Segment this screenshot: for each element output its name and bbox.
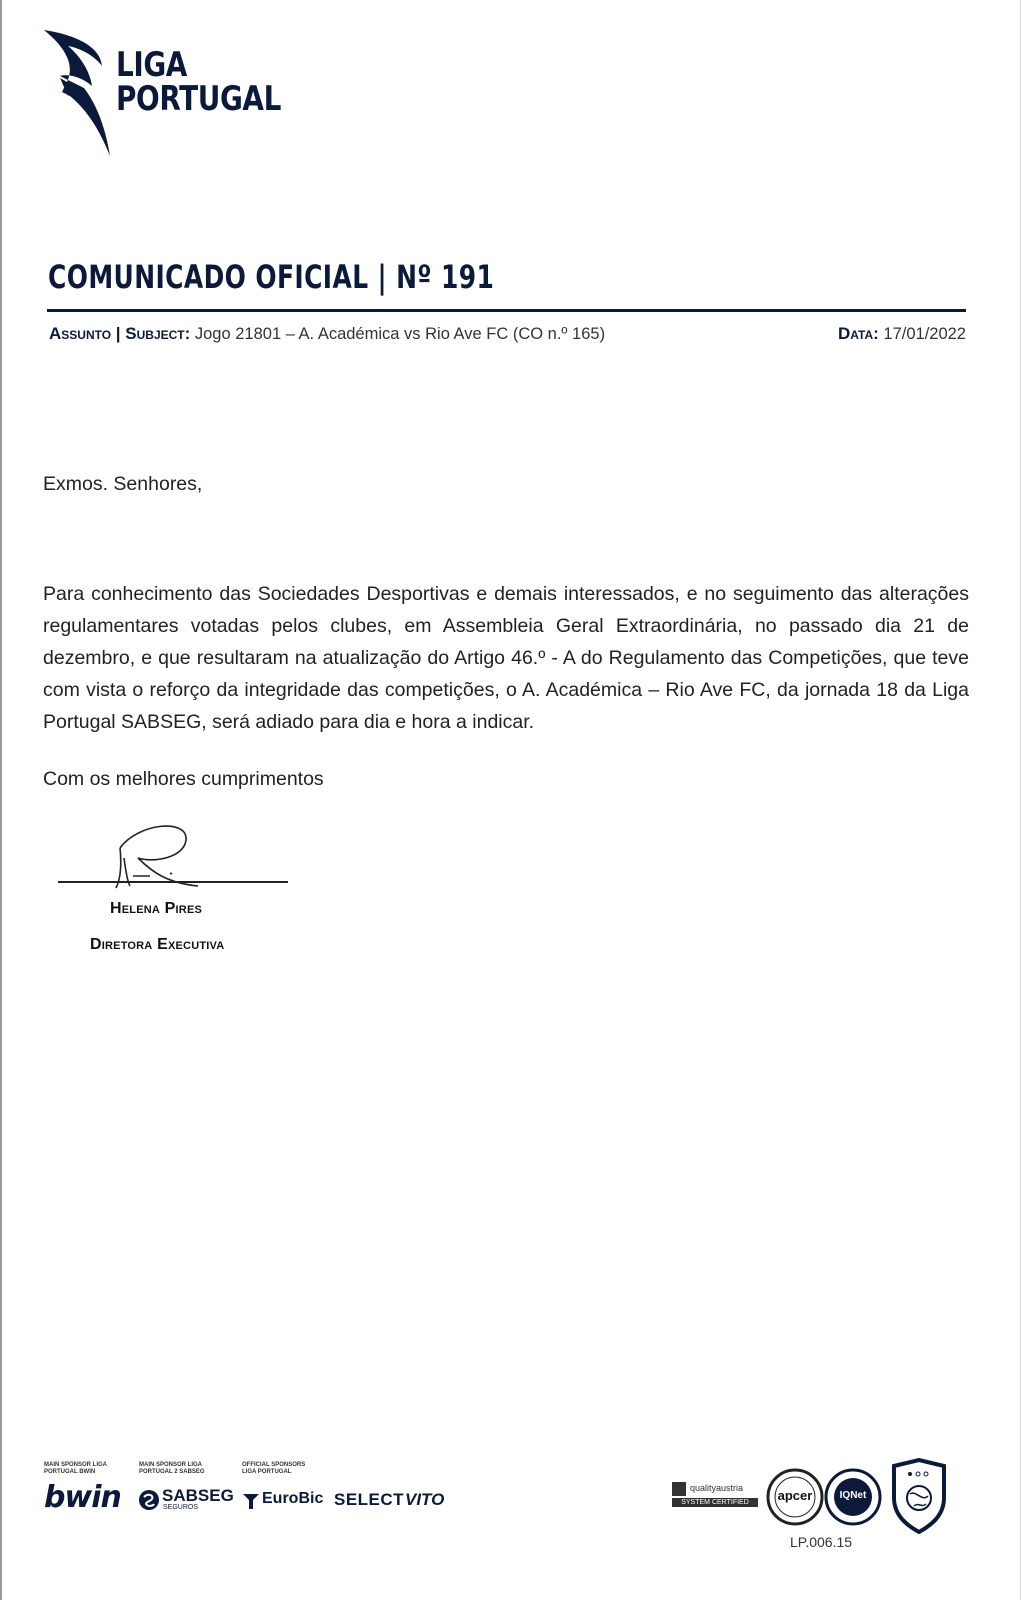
bwin-logo: bwin	[44, 1480, 121, 1515]
body-paragraph: Para conhecimento das Sociedades Desportivas e demais interessados, e no seguimento das alterações regulamentares votadas pelos clubes, em Assembleia Geral Extraordinária, no passado dia 21 de dezembro, e que resultaram na atualização do Artigo 46.º - A do Regulamento das Competições, que teve com vista o reforço da integridade das competições, o A. Académica – Rio Ave FC, da jornada 18 da Liga Portugal SABSEG, será adiado para dia e hora a indicar.	[43, 583, 969, 733]
liga-portugal-logo	[40, 26, 281, 166]
subject-value: Jogo 21801 – A. Académica vs Rio Ave FC (CO n.º 165)	[194, 325, 606, 343]
sponsor-caption-sabseg: MAIN SPONSOR LIGA PORTUGAL 2 SABSEG	[139, 1462, 205, 1475]
subject-label: Assunto | Subject:	[49, 324, 191, 343]
sponsor-caption-bwin: MAIN SPONSOR LIGA PORTUGAL BWIN	[44, 1462, 107, 1475]
document-code: LP.006.15	[790, 1534, 853, 1550]
document-title: COMUNICADO OFICIAL | Nº 191	[48, 258, 495, 296]
logo-line-2: PORTUGAL	[116, 79, 281, 119]
sponsor-caption-official: OFFICIAL SPONSORS LIGA PORTUGAL	[242, 1462, 306, 1475]
sabseg-subtitle: SEGUROS	[163, 1504, 199, 1511]
closing: Com os melhores cumprimentos	[43, 768, 324, 790]
sabseg-emblem-icon	[138, 1489, 160, 1511]
date-label: Data:	[837, 324, 879, 343]
logo-line-1: LIGA	[116, 45, 187, 85]
sabseg-logo: SABSEG	[162, 1486, 234, 1505]
date-block	[838, 324, 966, 344]
signatory-name: Helena Pires	[110, 900, 203, 917]
iqnet-label: IQNet	[839, 1490, 867, 1501]
page-edge	[0, 0, 2, 1600]
shield-certification-icon	[888, 1458, 950, 1534]
eurobic-logo: EuroBic	[262, 1490, 324, 1507]
date-value: 17/01/2022	[883, 325, 966, 343]
vito-logo: VITO	[405, 1490, 445, 1509]
subject-row	[49, 324, 966, 344]
qualityaustria-q-icon	[672, 1482, 686, 1496]
qualityaustria-badge	[672, 1482, 758, 1512]
title-rule	[47, 309, 966, 312]
logo-wordmark	[116, 45, 281, 119]
system-certified-label: SYSTEM CERTIFIED	[672, 1498, 758, 1507]
qualityaustria-label: qualityaustria	[690, 1483, 744, 1493]
signatory-role: Diretora Executiva	[90, 936, 225, 953]
apcer-label: apcer	[777, 1488, 813, 1503]
greeting: Exmos. Senhores,	[43, 473, 203, 495]
handwritten-signature	[58, 818, 288, 898]
eurobic-emblem-icon	[242, 1492, 260, 1510]
signature-line	[58, 881, 288, 883]
select-logo: SELECT	[334, 1490, 405, 1509]
